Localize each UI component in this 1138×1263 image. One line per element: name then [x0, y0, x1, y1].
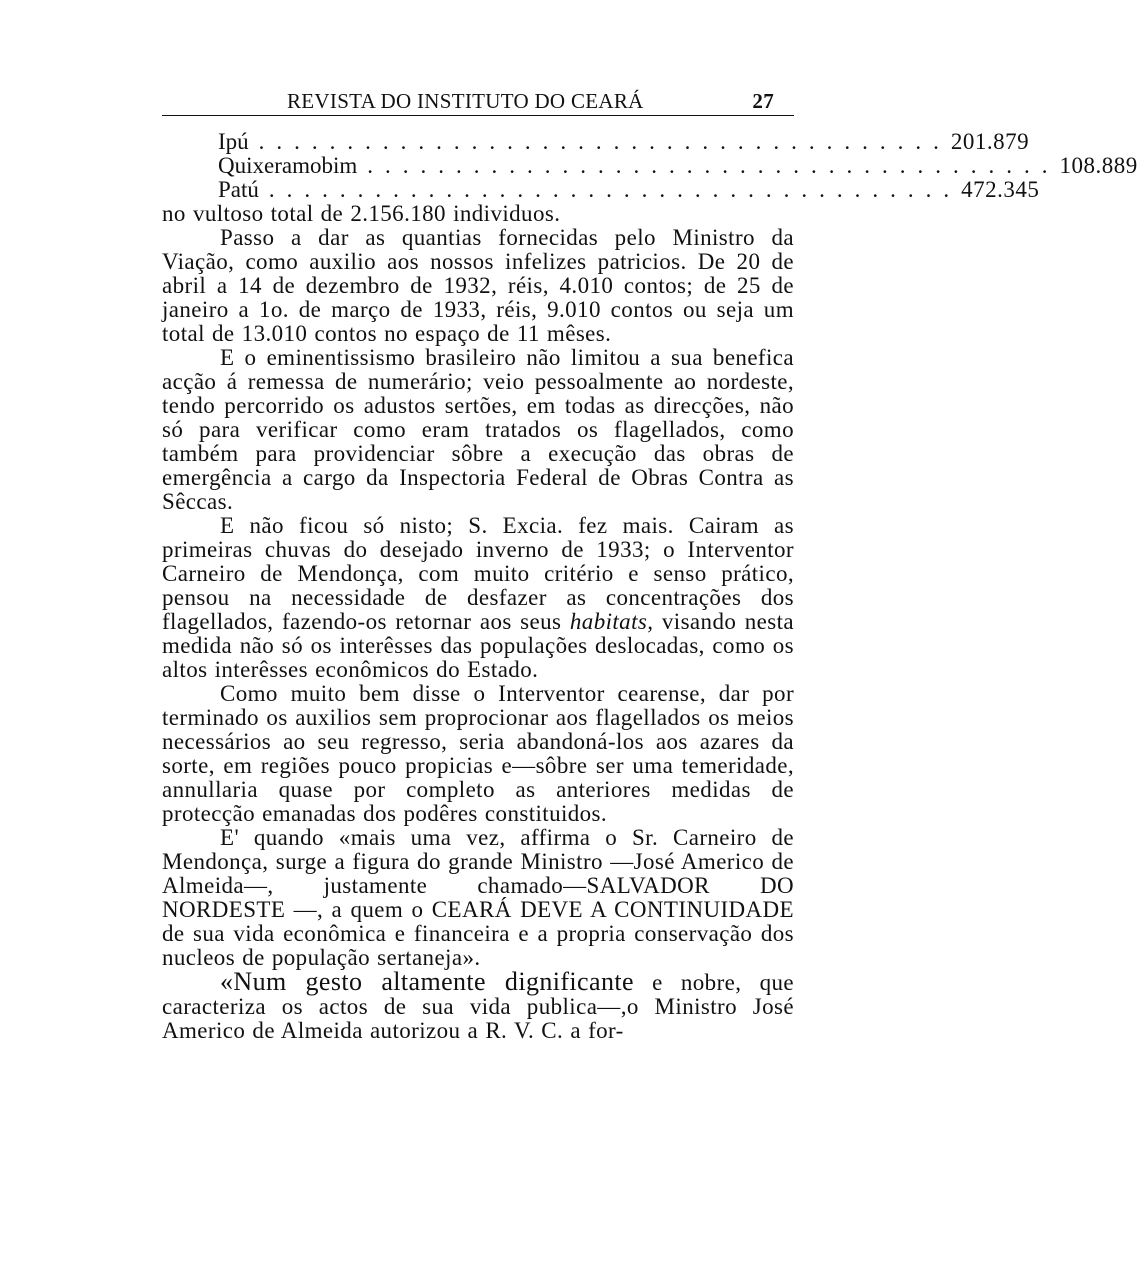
population-value: 472.345 [961, 177, 1040, 202]
large-lead-text: «Num gesto altamente dignificante [220, 967, 634, 996]
table-row [218, 129, 1030, 154]
page-number: 27 [752, 89, 774, 113]
paragraph-interventor: Como muito bem disse o Interventor cearense, dar por terminado os auxilios sem proprocionar aos flagellados os meios necessários ao seu regresso, seria abandoná-los aos azares da sorte, em regiões pouco propicias e—sôbre ser uma temeridade, annullaria quase por completo as anteriores medidas de protecção emanadas dos podêres constituidos. [162, 681, 794, 826]
paragraph-eminentissimo: E o eminentissismo brasileiro não limitou a sua benefica acção á remessa de numerário; veio pessoalmente ao nordeste, tendo percorrido os adustos sertões, em todas as direcções, não só para verificar como eram tratados os flagellados, como também para providenciar sôbre a execução das obras de emergência a cargo da Inspectoria Federal de Obras Contra as Sêccas. [162, 345, 794, 514]
book-page [162, 85, 1138, 1043]
population-value: 108.889 [1059, 153, 1138, 178]
italic-term: habitats, [569, 609, 654, 634]
place-name: Ipú [218, 129, 249, 154]
paragraph-text: e nobre, que caracteriza os actos de sua vida publica—,o Ministro José Americo de Almeida autorizou a R. V. C. a for- [162, 970, 794, 1043]
paragraph-text: E não ficou só nisto; S. Excia. fez mais. Cairam as primeiras chuvas do desejado inverno de 1933; o Interventor Carneiro de Mendonça, com muito critério e senso prático, pensou na necessidade de desfazer as concentrações dos flagellados, fazendo-os retornar aos seus [162, 513, 794, 634]
place-name: Patú [218, 177, 259, 202]
leader-dots: ....................................... [268, 177, 962, 202]
paragraph-quantias: Passo a dar as quantias fornecidas pelo Ministro da Viação, como auxilio aos nossos infelizes patricios. De 20 de abril a 14 de dezembro de 1932, réis, 4.010 contos; de 25 de janeiro a 1o. de março de 1933, réis, 9.010 contos ou seja um total de 13.010 contos no espaço de 11 mêses. [162, 225, 794, 346]
table-row [218, 177, 1040, 202]
place-name: Quixeramobim [218, 153, 358, 178]
paragraph-total: no vultoso total de 2.156.180 individuos. [162, 201, 561, 226]
leader-dots: ....................................... [367, 153, 1060, 178]
leader-dots: ....................................... [258, 129, 951, 154]
population-table [218, 129, 1138, 202]
paragraph-nao-ficou [162, 514, 794, 682]
journal-title: REVISTA DO INSTITUTO DO CEARÁ [287, 89, 644, 113]
body-text [162, 202, 794, 1043]
population-value: 201.879 [950, 129, 1030, 154]
paragraph-quote: E' quando «mais uma vez, affirma o Sr. Carneiro de Mendonça, surge a figura do grande Ministro —José Americo de Almeida—, justamente chamado—SALVADOR DO NORDESTE —, a quem o CEARÁ DEVE A CONTINUIDADE de sua vida econômica e financeira e a propria conservação dos nucleos de população sertaneja». [162, 825, 794, 970]
running-header [162, 85, 794, 116]
paragraph-text: visando nesta medida não só os interêsses das populações deslocadas, como os altos interêsses econômicos do Estado. [162, 609, 794, 682]
table-row [218, 153, 1138, 178]
paragraph-gesto [162, 967, 794, 1043]
